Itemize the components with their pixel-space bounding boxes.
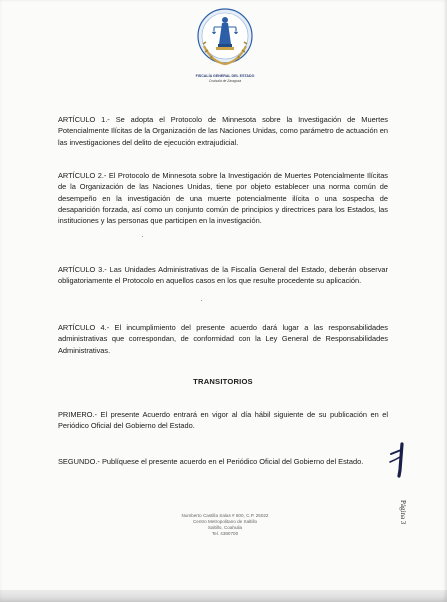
article-4-text: El incumplimiento del presente acuerdo dará lugar a las responsabilidades administrativas que correspondan, de conformidad con la Ley General de Responsabilidades Administrativas. — [58, 323, 388, 355]
article-2-lead: ARTÍCULO 2.- — [58, 171, 107, 180]
article-3-lead: ARTÍCULO 3.- — [58, 265, 107, 274]
page-number-label: Página 3 — [399, 500, 407, 525]
scan-edge — [0, 590, 447, 602]
page-number — [395, 500, 409, 540]
primero-lead: PRIMERO.- — [58, 410, 98, 419]
primero-text: El presente Acuerdo entrará en vigor al día hábil siguiente de su publicación en el Periódico Oficial del Gobierno del Estado. — [58, 410, 388, 431]
logo-subtitle: Coahuila de Zaragoza — [208, 79, 242, 83]
logo-name: FISCALÍA GENERAL DEL ESTADO — [195, 74, 255, 78]
article-2 — [58, 170, 388, 226]
article-2-text: El Protocolo de Minnesota sobre la Investigación de Muertes Potencialmente Ilícitas de la Organización de las Naciones Unidas, tiene por objeto establecer una norma común de desempeño en la investigación de una muerte potencialmente ilícita o una sospecha de desaparición forzada, así como un conjunto común de principios y directrices para los Estados, las instituciones y las personas que participen en la investigación. — [58, 171, 389, 226]
article-3 — [58, 264, 388, 287]
footer-line-1: Numberto Castilla Salas # 600, C.P. 25022 — [181, 513, 269, 518]
segundo-lead: SEGUNDO.- — [58, 457, 100, 466]
article-1-lead: ARTÍCULO 1.- — [58, 115, 110, 124]
transitorio-segundo — [58, 456, 388, 467]
article-4 — [58, 322, 388, 356]
signature-mark-icon — [384, 440, 414, 480]
footer-line-2: Centro Metropolitano de Saltillo — [192, 519, 258, 524]
scan-speck — [142, 236, 143, 237]
transitorio-primero — [58, 409, 388, 432]
segundo-text: Publíquese el presente acuerdo en el Periódico Oficial del Gobierno del Estado. — [99, 457, 364, 466]
footer-line-3: Saltillo, Coahuila — [207, 525, 243, 530]
article-1 — [58, 114, 388, 148]
article-1-text: Se adopta el Protocolo de Minnesota sobre la Investigación de Muertes Potencialmente Ilícitas de la Organización de las Naciones Unidas, como parámetro de actuación en las investigaciones del delito de ejecución extrajudicial. — [58, 115, 388, 147]
footer-line-4: Tel. 4380700 — [211, 531, 239, 536]
article-4-lead: ARTÍCULO 4.- — [58, 323, 110, 332]
article-3-text: Las Unidades Administrativas de la Fiscalía General del Estado, deberán observar obligatoriamente el Protocolo en aquellos casos en los que resulte procedente su aplicación. — [58, 265, 388, 286]
footer-address — [150, 513, 300, 537]
transitorios-heading: TRANSITORIOS — [193, 377, 253, 386]
scan-speck — [201, 300, 202, 301]
